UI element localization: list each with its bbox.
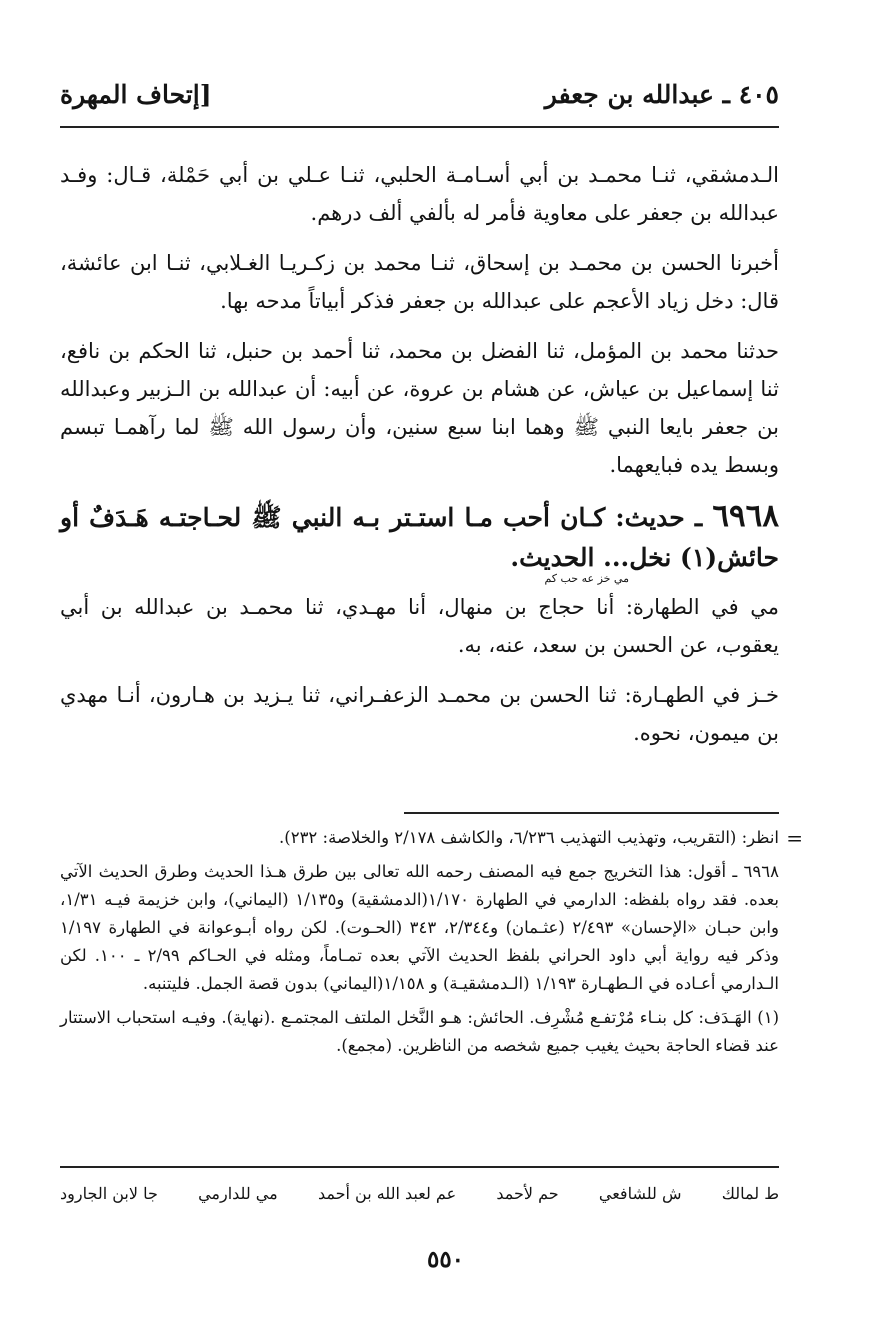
book-title: [إتحاف المهرة [60,80,212,109]
isnad-paragraph-1: مي في الطهارة: أنا حجاج بن منهال، أنا مهـدي، ثنا محمـد بن عبدالله بن أبي يعقوب، عن الحسن بن سعد، عنه، به. [60,595,779,657]
main-text [60,156,779,764]
hadith-number: ٦٩٦٨ [712,498,779,534]
footnotes [60,812,779,1066]
abbreviations-key [60,1184,779,1203]
paragraph-3: حدثنا محمد بن المؤمل، ثنا الفضل بن محمد، ثنا أحمد بن حنبل، ثنا الحكم بن نافع، ثنا إسماعيل بن عياش، عن هشام بن عروة، عن أبيه: أن عبدالله بن الـزبير وعبدالله بن جعفر بايعا النبي ﷺ وهما ابنا سبع سنين، وأن رسول الله ﷺ لما رآهمـا تبسم وبسط يده فبايعهما. [60,339,779,477]
footnote-continuation-mark: = [786,826,803,850]
abbreviation-item: عم لعبد الله بن أحمد [317,1184,457,1203]
abbreviations-rule [60,1166,779,1168]
abbreviation-item: حم لأحمد [496,1184,559,1203]
paragraph-1: الـدمشقي، ثنـا محمـد بن أبي أسـامـة الحلبي، ثنـا عـلي بن أبي حَمْلة، قـال: وفـد عبدالله بن جعفر على معاوية فأمر له بألفي ألف درهم. [60,163,779,225]
paragraph-2: أخبرنا الحسن بن محمـد بن إسحاق، ثنـا محمد بن زكـريـا الغـلابي، ثنـا ابن عائشة، قال: دخل زياد الأعجم على عبدالله بن جعفر فذكر أبياتاً مدحه بها. [60,251,779,313]
abbreviation-item: جا لابن الجارود [60,1184,158,1203]
abbreviation-item: ش للشافعي [598,1184,682,1203]
isnad-paragraph-2: خـز في الطهـارة: ثنا الحسن بن محمـد الزعفـراني، ثنا يـزيد بن هـارون، أنـا مهدي بن ميمون، نحوه. [60,683,779,745]
page-number: ٥٥٠ [426,1246,465,1273]
source-tags: مي خز عه حب كم [544,572,629,585]
footnote-1: انظر: (التقريب، وتهذيب التهذيب ٦/٢٣٦، والكاشف ٢/١٧٨ والخلاصة: ٢٣٢). [279,828,779,847]
footnote-2: ٦٩٦٨ ـ أقول: هذا التخريج جمع فيه المصنف رحمه الله تعالى بين طرق هـذا الحديث وطرق الحديث الآتي بعده. فقد رواه بلفظه: الدارمي في الطهارة ١/١٧٠(الدمشقية) و١/١٣٥ (اليماني)، وابن خزيمة فيـه ١/٣١، وابن حبـان «الإحسان» ٢/٤٩٣ (عثـمان) و٢/٣٤٤، ٣٤٣ (الحـوت). لكن رواه أبـوعوانة في الطهارة ١/١٩٧ وذكر فيه رواية أبي داود الحراني بلفظ الحديث الآتي بعده تمـاماً، ومثله في الحـاكم ٢/٩٩ ـ ١٠٠. لكن الـدارمي أعـاده في الـطهـارة ١/١٩٣ (الـدمشقيـة) و ١/١٥٨(اليماني) بدون قصة الجمل. فليتنبه. [60,862,780,993]
footnote-3: (١) الهَـدَف: كل بنـاء مُرْتفـع مُشْرِف. الحائش: هـو النَّخل الملتف المجتمـع .(نهاية). وفيـه استحباب الاستتار عند قضاء الحاجة بحيث يغيب جميع شخصه من الناظرين. (مجمع). [60,1008,779,1055]
chapter-title: ٤٠٥ ـ عبدالله بن جعفر [544,80,779,109]
hadith-text: ـ حديث: كـان أحب مـا استـتر بـه النبي ﷺ لحـاجتـه هَـدَفٌ أو حائش(١) نخل... الحديث. [60,503,779,572]
abbreviation-item: ط لمالك [721,1184,779,1203]
header-rule [60,126,779,128]
abbreviation-item: مي للدارمي [198,1184,278,1203]
hadith-heading [60,496,779,584]
footnote-rule [404,812,779,814]
